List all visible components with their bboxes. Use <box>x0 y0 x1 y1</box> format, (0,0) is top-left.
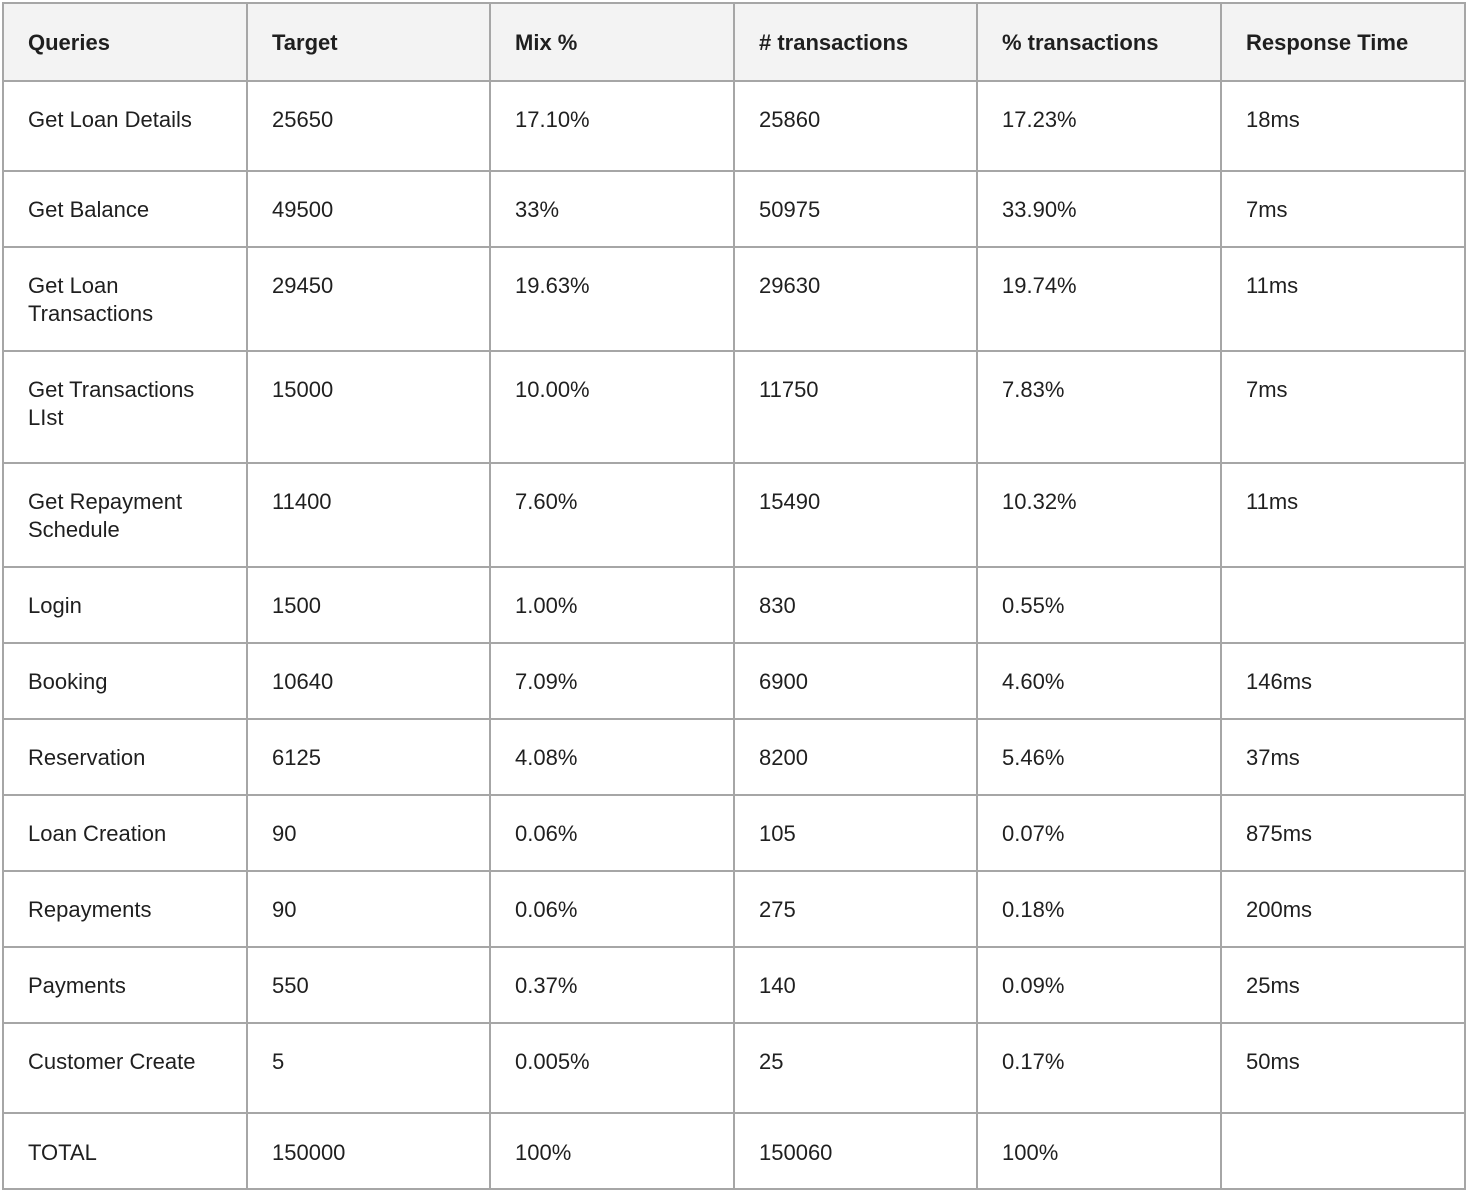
table-row <box>3 947 1465 1023</box>
table-cell: 140 <box>734 947 977 1023</box>
table-cell: 7.60% <box>490 463 734 567</box>
table-cell: 29630 <box>734 247 977 351</box>
table-row <box>3 871 1465 947</box>
table-cell: 200ms <box>1221 871 1465 947</box>
table-cell: 0.06% <box>490 871 734 947</box>
table-cell: 11400 <box>247 463 490 567</box>
table-cell: 5.46% <box>977 719 1221 795</box>
table-cell: 0.06% <box>490 795 734 871</box>
table-cell: Reservation <box>3 719 247 795</box>
table-cell: 29450 <box>247 247 490 351</box>
table-cell: 37ms <box>1221 719 1465 795</box>
table-cell: 17.23% <box>977 81 1221 171</box>
total-row <box>3 1113 1465 1189</box>
table-cell: 49500 <box>247 171 490 247</box>
table-cell: Loan Creation <box>3 795 247 871</box>
table-cell: 10640 <box>247 643 490 719</box>
table-cell: 15490 <box>734 463 977 567</box>
table-cell: 10.32% <box>977 463 1221 567</box>
table-cell: 550 <box>247 947 490 1023</box>
table-row <box>3 171 1465 247</box>
table-cell: 0.09% <box>977 947 1221 1023</box>
header-target: Target <box>247 3 490 81</box>
table-cell: 0.18% <box>977 871 1221 947</box>
table-cell: Customer Create <box>3 1023 247 1113</box>
table-cell: 150060 <box>734 1113 977 1189</box>
table-cell: 7.09% <box>490 643 734 719</box>
table-cell: 0.17% <box>977 1023 1221 1113</box>
table-cell: Payments <box>3 947 247 1023</box>
table-cell: 275 <box>734 871 977 947</box>
table-row <box>3 567 1465 643</box>
table-cell: 100% <box>490 1113 734 1189</box>
table-cell: 830 <box>734 567 977 643</box>
table-cell: 19.74% <box>977 247 1221 351</box>
table-row <box>3 81 1465 171</box>
table-cell: Get Balance <box>3 171 247 247</box>
table-row <box>3 643 1465 719</box>
header-response-time: Response Time <box>1221 3 1465 81</box>
table-cell: 17.10% <box>490 81 734 171</box>
table-cell: 19.63% <box>490 247 734 351</box>
table-cell: 25860 <box>734 81 977 171</box>
table-cell: 90 <box>247 871 490 947</box>
table-cell: 25 <box>734 1023 977 1113</box>
table-row <box>3 719 1465 795</box>
header-mix-percent: Mix % <box>490 3 734 81</box>
table-row <box>3 795 1465 871</box>
table-cell <box>1221 567 1465 643</box>
table-cell: 0.005% <box>490 1023 734 1113</box>
table-cell: 90 <box>247 795 490 871</box>
table-cell: TOTAL <box>3 1113 247 1189</box>
table-cell: Get Repayment Schedule <box>3 463 247 567</box>
header-row <box>3 3 1465 81</box>
table-cell: Login <box>3 567 247 643</box>
table-cell: 25650 <box>247 81 490 171</box>
table-cell: 6900 <box>734 643 977 719</box>
table-cell: Get Loan Transactions <box>3 247 247 351</box>
table-cell: Booking <box>3 643 247 719</box>
table-cell: 7ms <box>1221 171 1465 247</box>
table-row <box>3 247 1465 351</box>
table-cell: 11ms <box>1221 247 1465 351</box>
table-cell: 7.83% <box>977 351 1221 463</box>
table-cell: 4.08% <box>490 719 734 795</box>
table-cell: 4.60% <box>977 643 1221 719</box>
header-transactions-count: # transactions <box>734 3 977 81</box>
table-cell: 0.37% <box>490 947 734 1023</box>
table-cell: Repayments <box>3 871 247 947</box>
transactions-table <box>2 2 1466 1190</box>
table-cell: 6125 <box>247 719 490 795</box>
table-cell: 11ms <box>1221 463 1465 567</box>
table-cell: 15000 <box>247 351 490 463</box>
table-cell: 875ms <box>1221 795 1465 871</box>
table-cell: 150000 <box>247 1113 490 1189</box>
table-cell: Get Transactions LIst <box>3 351 247 463</box>
table-cell: Get Loan Details <box>3 81 247 171</box>
table-row <box>3 351 1465 463</box>
table-cell: 50ms <box>1221 1023 1465 1113</box>
table-cell: 10.00% <box>490 351 734 463</box>
table-cell: 5 <box>247 1023 490 1113</box>
table-cell: 18ms <box>1221 81 1465 171</box>
table-cell: 0.07% <box>977 795 1221 871</box>
table-cell: 1.00% <box>490 567 734 643</box>
table-cell: 146ms <box>1221 643 1465 719</box>
table-cell: 105 <box>734 795 977 871</box>
header-queries: Queries <box>3 3 247 81</box>
table-cell: 1500 <box>247 567 490 643</box>
table-cell: 0.55% <box>977 567 1221 643</box>
table-cell <box>1221 1113 1465 1189</box>
table-cell: 33% <box>490 171 734 247</box>
table-cell: 25ms <box>1221 947 1465 1023</box>
table-row <box>3 463 1465 567</box>
header-transactions-percent: % transactions <box>977 3 1221 81</box>
table-cell: 11750 <box>734 351 977 463</box>
table-cell: 8200 <box>734 719 977 795</box>
table-row <box>3 1023 1465 1113</box>
table-cell: 7ms <box>1221 351 1465 463</box>
table-cell: 50975 <box>734 171 977 247</box>
table-cell: 33.90% <box>977 171 1221 247</box>
table-cell: 100% <box>977 1113 1221 1189</box>
transactions-table-container <box>2 2 1464 1190</box>
